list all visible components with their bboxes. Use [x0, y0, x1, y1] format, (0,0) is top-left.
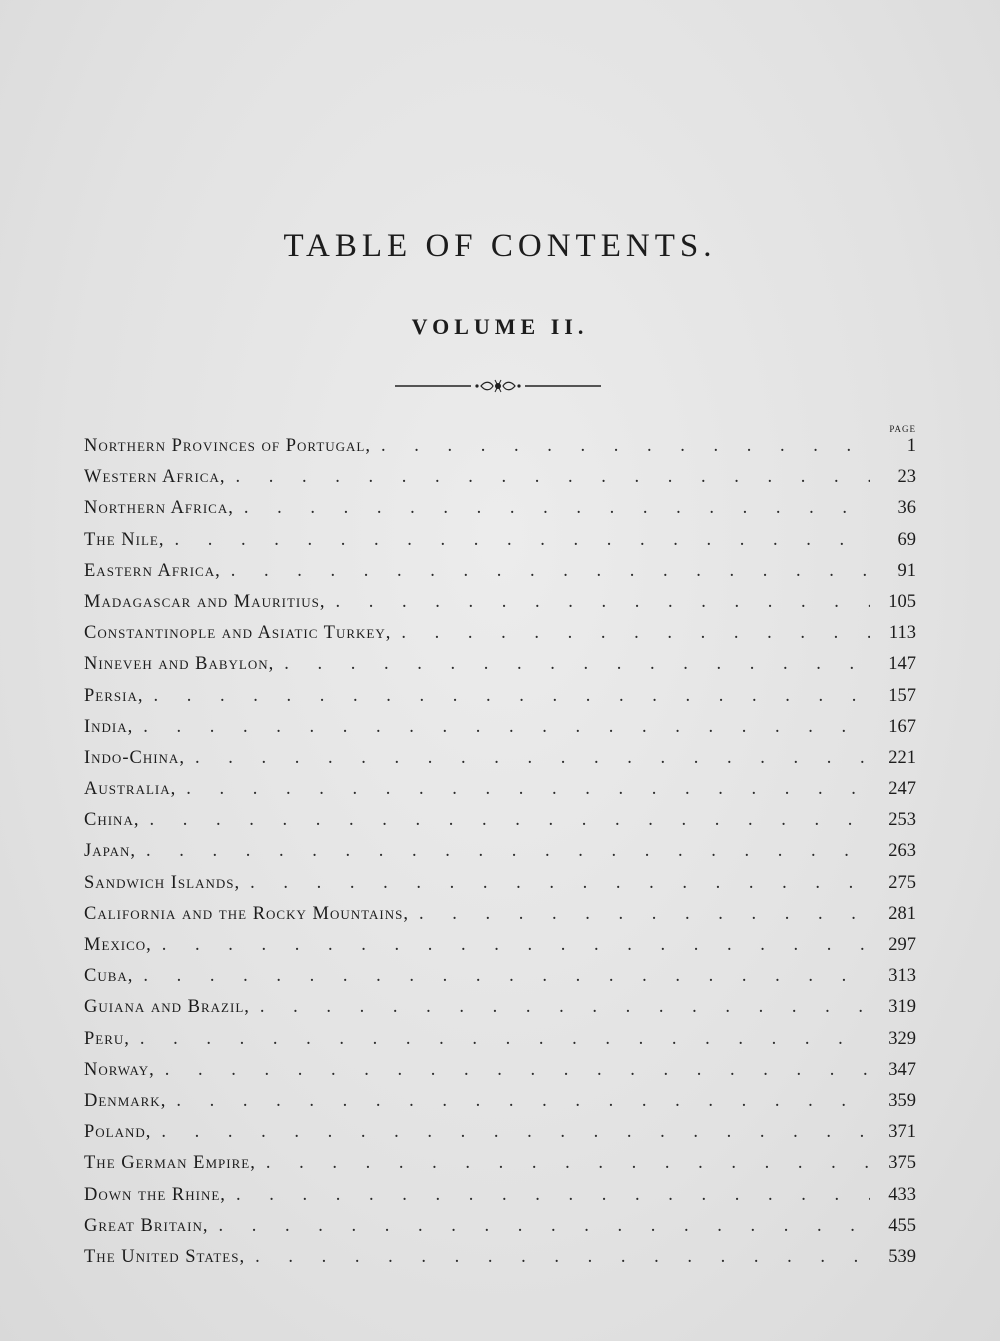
- dot-leader: [371, 436, 870, 457]
- toc-entry[interactable]: [84, 623, 916, 654]
- dot-leader: [155, 1060, 870, 1081]
- dot-leader: [152, 935, 870, 956]
- toc-entry[interactable]: [84, 1185, 916, 1216]
- page-column-label: PAGE: [889, 424, 916, 434]
- toc-entry-title: Japan,: [84, 841, 137, 862]
- toc-entry-title: California and the Rocky Mountains,: [84, 903, 409, 924]
- toc-entry-page-number: 347: [888, 1059, 916, 1080]
- toc-entry[interactable]: [84, 1060, 916, 1091]
- toc-entry-title: Indo-China,: [84, 747, 185, 768]
- toc-entry[interactable]: [84, 592, 916, 623]
- toc-entry-title: The Nile,: [84, 529, 165, 550]
- toc-entry-title: The German Empire,: [84, 1153, 256, 1174]
- toc-entry[interactable]: [84, 966, 916, 997]
- toc-entry-page-number: 105: [888, 591, 916, 612]
- toc-entry-title: Persia,: [84, 685, 144, 706]
- toc-entry-title: Peru,: [84, 1028, 130, 1049]
- dot-leader: [226, 1185, 870, 1206]
- toc-entry-page-number: 247: [888, 779, 916, 800]
- toc-entry[interactable]: [84, 810, 916, 841]
- toc-entry-title: Guiana and Brazil,: [84, 997, 250, 1018]
- toc-entry-title: Northern Provinces of Portugal,: [84, 436, 371, 456]
- toc-entry[interactable]: [84, 873, 916, 904]
- toc-entry-page-number: 433: [888, 1184, 916, 1205]
- toc-entry-page-number: 539: [888, 1246, 916, 1267]
- toc-entry-title: Cuba,: [84, 966, 134, 987]
- toc-entry-page-number: 69: [897, 529, 916, 550]
- toc-entry[interactable]: [84, 1153, 916, 1184]
- toc-entry-title: Nineveh and Babylon,: [84, 654, 275, 675]
- toc-entry[interactable]: [84, 1091, 916, 1122]
- toc-entry-title: Sandwich Islands,: [84, 872, 241, 893]
- toc-entry-page-number: 23: [897, 467, 916, 488]
- toc-entry-page-number: 263: [888, 841, 916, 862]
- toc-entry-page-number: 281: [888, 903, 916, 924]
- toc-entry-page-number: 359: [888, 1090, 916, 1111]
- dot-leader: [136, 841, 870, 862]
- toc-entry[interactable]: [84, 498, 916, 529]
- toc-entry[interactable]: [84, 779, 916, 810]
- dot-leader: [139, 810, 870, 831]
- toc-entry[interactable]: [84, 841, 916, 872]
- toc-entry[interactable]: [84, 467, 916, 498]
- toc-entry[interactable]: [84, 1122, 916, 1153]
- toc-entry-title: Australia,: [84, 779, 177, 800]
- dot-leader: [326, 592, 870, 613]
- toc-entry[interactable]: [84, 561, 916, 592]
- toc-entry-title: China,: [84, 810, 140, 831]
- toc-entry-title: Constantinople and Asiatic Turkey,: [84, 623, 392, 644]
- page-title: TABLE OF CONTENTS.: [283, 228, 717, 264]
- dot-leader: [256, 1153, 870, 1174]
- dot-leader: [245, 1247, 870, 1268]
- toc-entry-page-number: 371: [888, 1122, 916, 1143]
- dot-leader: [130, 1029, 870, 1050]
- dot-leader: [143, 686, 870, 707]
- toc-entry-page-number: 375: [888, 1153, 916, 1174]
- toc-entry-title: India,: [84, 716, 134, 737]
- toc-entry[interactable]: [84, 654, 916, 685]
- toc-entry-page-number: 313: [888, 966, 916, 987]
- dot-leader: [250, 997, 870, 1018]
- dot-leader: [133, 966, 870, 987]
- dot-leader: [151, 1122, 870, 1143]
- dot-leader: [274, 654, 870, 675]
- dot-leader: [225, 467, 870, 488]
- toc-entry-page-number: 167: [888, 716, 916, 737]
- toc-entry-title: Mexico,: [84, 935, 152, 955]
- dot-leader: [133, 717, 870, 738]
- toc-entry-page-number: 297: [888, 935, 916, 955]
- toc-entry-title: Northern Africa,: [84, 498, 234, 519]
- toc-entry[interactable]: [84, 997, 916, 1028]
- toc-entry[interactable]: [84, 1247, 916, 1278]
- toc-entry-page-number: 275: [888, 872, 916, 893]
- toc-entry-page-number: 113: [888, 623, 916, 644]
- toc-entry-page-number: 91: [897, 560, 916, 581]
- volume-subtitle: VOLUME II.: [411, 314, 589, 339]
- toc-entry[interactable]: [84, 717, 916, 748]
- table-of-contents: [84, 436, 916, 1278]
- dot-leader: [240, 873, 870, 894]
- toc-entry-title: Down the Rhine,: [84, 1184, 226, 1205]
- toc-entry-title: Madagascar and Mauritius,: [84, 591, 326, 612]
- dot-leader: [208, 1216, 870, 1237]
- toc-entry-page-number: 319: [888, 997, 916, 1018]
- dot-leader: [221, 561, 870, 582]
- toc-entry-title: Great Britain,: [84, 1215, 209, 1236]
- toc-entry-page-number: 221: [888, 747, 916, 768]
- toc-entry-title: Western Africa,: [84, 467, 226, 488]
- dot-leader: [185, 748, 870, 769]
- toc-entry[interactable]: [84, 935, 916, 966]
- toc-entry-page-number: 455: [888, 1215, 916, 1236]
- toc-entry[interactable]: [84, 686, 916, 717]
- toc-entry[interactable]: [84, 436, 916, 467]
- dot-leader: [234, 498, 870, 519]
- toc-entry[interactable]: [84, 530, 916, 561]
- toc-entry-page-number: 147: [888, 654, 916, 675]
- dot-leader: [164, 530, 870, 551]
- toc-entry-page-number: 36: [897, 498, 916, 519]
- toc-entry[interactable]: [84, 1216, 916, 1247]
- dot-leader: [166, 1091, 870, 1112]
- toc-entry[interactable]: [84, 1029, 916, 1060]
- dot-leader: [391, 623, 870, 644]
- toc-entry-page-number: 157: [888, 685, 916, 706]
- dot-leader: [176, 779, 870, 800]
- toc-entry-page-number: 329: [888, 1028, 916, 1049]
- toc-entry-page-number: 253: [888, 810, 916, 831]
- toc-entry-title: Denmark,: [84, 1090, 167, 1111]
- toc-entry[interactable]: [84, 904, 916, 935]
- toc-entry-title: Eastern Africa,: [84, 560, 221, 581]
- dot-leader: [409, 904, 870, 925]
- toc-entry-page-number: 1: [906, 436, 916, 456]
- toc-entry-title: The United States,: [84, 1246, 246, 1267]
- toc-entry-title: Norway,: [84, 1059, 155, 1080]
- ornament-divider: [393, 376, 603, 396]
- toc-entry[interactable]: [84, 748, 916, 779]
- toc-entry-title: Poland,: [84, 1122, 152, 1143]
